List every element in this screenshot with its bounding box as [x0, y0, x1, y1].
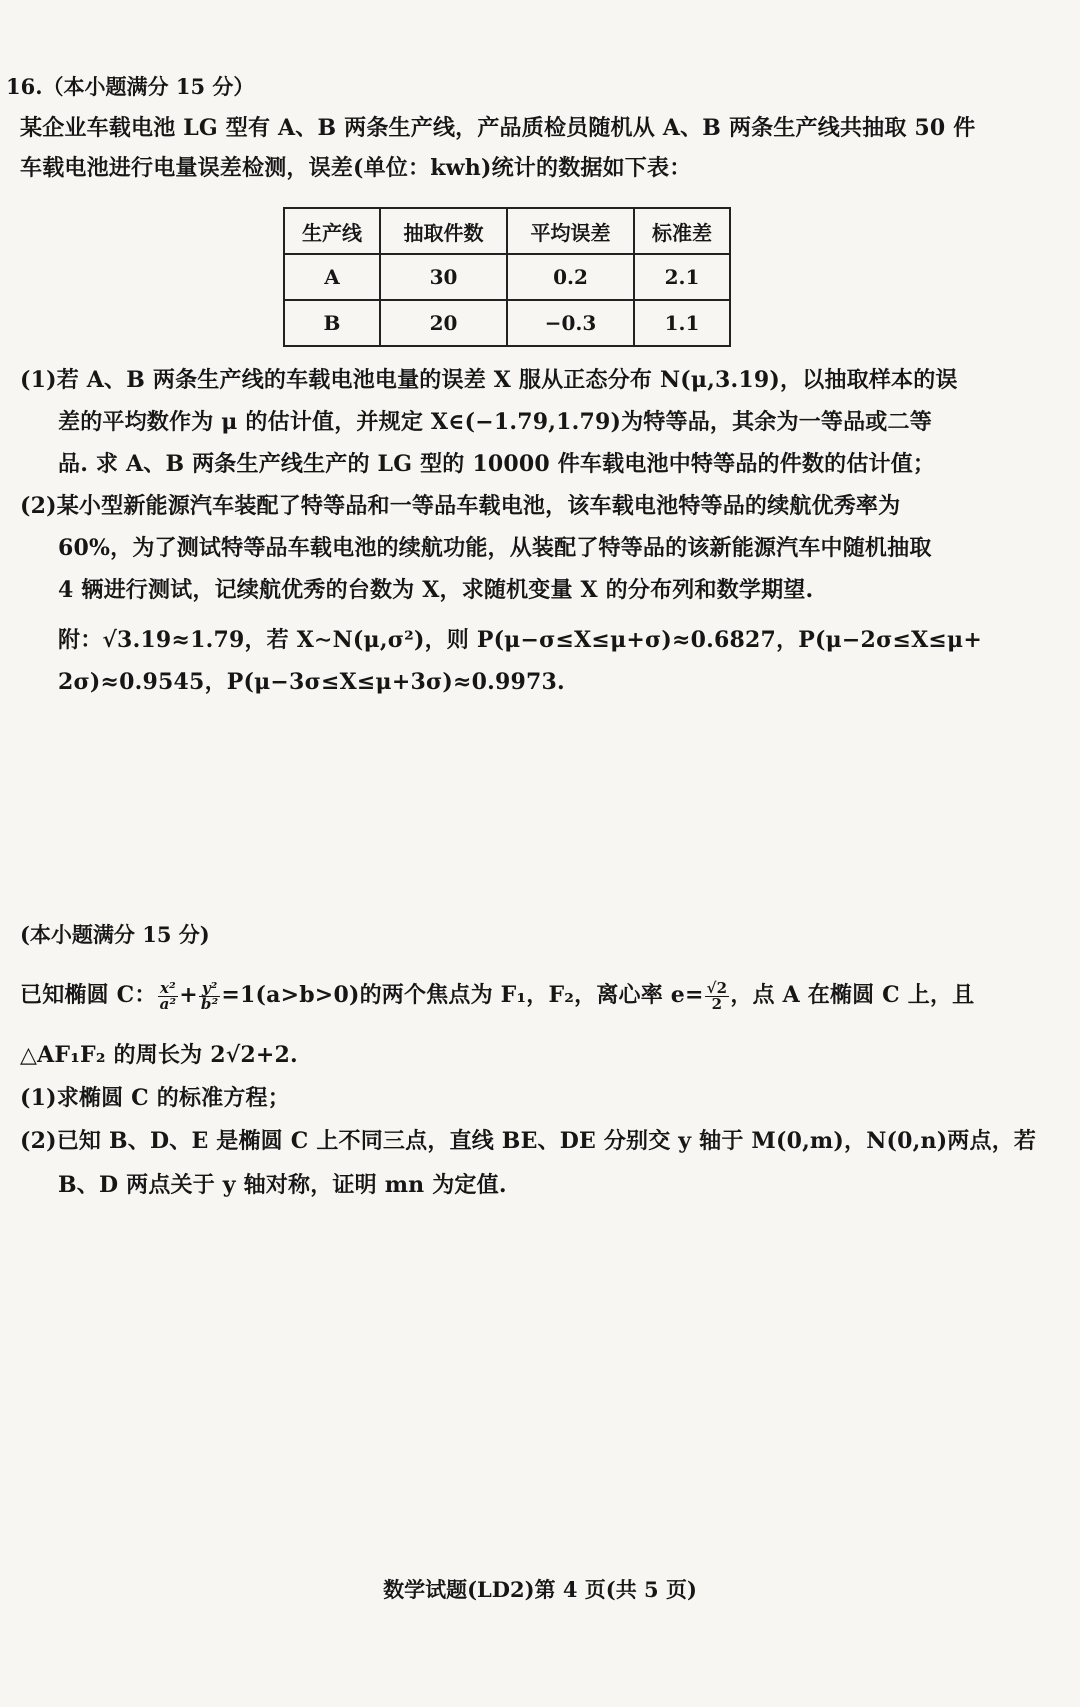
fraction-y2-b2	[199, 978, 220, 1013]
fraction-denominator: 2	[711, 994, 723, 1013]
error-statistics-table	[283, 207, 731, 347]
q17-title: (本小题满分 15 分)	[20, 922, 210, 947]
table-cell: 0.2	[507, 254, 634, 300]
q16-part2-line1: (2)某小型新能源汽车装配了特等品和一等品车载电池，该车载电池特等品的续航优秀率为	[20, 493, 901, 519]
q16-note-line1: 附：√3.19≈1.79，若 X∼N(μ,σ²)，则 P(μ−σ≤X≤μ+σ)≈0.6827，P(μ−2σ≤X≤μ+	[58, 627, 982, 653]
table-cell: 30	[380, 254, 507, 300]
table-cell: B	[284, 300, 380, 346]
q17-line1-text-b: =1(a>b>0)的两个焦点为 F₁，F₂，离心率 e=	[221, 982, 704, 1008]
table-header-cell: 标准差	[634, 208, 730, 254]
q16-part1-line2: 差的平均数作为 μ 的估计值，并规定 X∈(−1.79,1.79)为特等品，其余为一等品或二等	[58, 409, 932, 435]
table-header-row	[284, 208, 730, 254]
fraction-denominator: a²	[159, 994, 177, 1013]
q16-part1-line1: (1)若 A、B 两条生产线的车载电池电量的误差 X 服从正态分布 N(μ,3.19)，以抽取样本的误	[20, 367, 958, 393]
q16-part1-line3: 品. 求 A、B 两条生产线生产的 LG 型的 10000 件车载电池中特等品的件数的估计值；	[58, 451, 936, 477]
q17-part2-line1: (2)已知 B、D、E 是椭圆 C 上不同三点，直线 BE、DE 分别交 y 轴于 M(0,m)，N(0,n)两点，若	[20, 1128, 1037, 1154]
q16-intro-line1: 某企业车载电池 LG 型有 A、B 两条生产线，产品质检员随机从 A、B 两条生产线共抽取 50 件	[20, 115, 976, 141]
q16-title: 16.（本小题满分 15 分）	[6, 74, 255, 99]
q16-part2-line3: 4 辆进行测试，记续航优秀的台数为 X，求随机变量 X 的分布列和数学期望.	[58, 577, 814, 603]
q16-part2-line2: 60%，为了测试特等品车载电池的续航功能，从装配了特等品的该新能源汽车中随机抽取	[58, 535, 932, 561]
table-cell: A	[284, 254, 380, 300]
q16-note-line2: 2σ)≈0.9545，P(μ−3σ≤X≤μ+3σ)≈0.9973.	[58, 669, 565, 695]
fraction-denominator: b²	[200, 994, 219, 1013]
q17-line1-text-c: ，点 A 在椭圆 C 上，且	[730, 982, 975, 1008]
fraction-numerator: y²	[199, 981, 220, 997]
table-header-cell: 抽取件数	[380, 208, 507, 254]
fraction-x2-a2	[158, 978, 179, 1013]
table-cell: −0.3	[507, 300, 634, 346]
table-cell: 20	[380, 300, 507, 346]
fraction-numerator: √2	[706, 978, 728, 997]
table-row	[284, 254, 730, 300]
page-footer: 数学试题(LD2)第 4 页(共 5 页)	[383, 1577, 697, 1602]
table-header-cell: 生产线	[284, 208, 380, 254]
q17-line2: △AF₁F₂ 的周长为 2√2+2.	[20, 1042, 298, 1068]
plus-sign: +	[179, 982, 198, 1008]
q17-line1-text-a: 已知椭圆 C：	[20, 982, 157, 1008]
q17-line1	[20, 980, 974, 1012]
table-cell: 1.1	[634, 300, 730, 346]
q17-part2-line2: B、D 两点关于 y 轴对称，证明 mn 为定值.	[58, 1172, 507, 1198]
q17-part1: (1)求椭圆 C 的标准方程；	[20, 1085, 290, 1111]
q16-intro-line2: 车载电池进行电量误差检测，误差(单位：kwh)统计的数据如下表：	[20, 155, 692, 181]
table-cell: 2.1	[634, 254, 730, 300]
table-header-cell: 平均误差	[507, 208, 634, 254]
fraction-sqrt2-2	[705, 978, 730, 1013]
fraction-numerator: x²	[158, 981, 179, 997]
table-row	[284, 300, 730, 346]
